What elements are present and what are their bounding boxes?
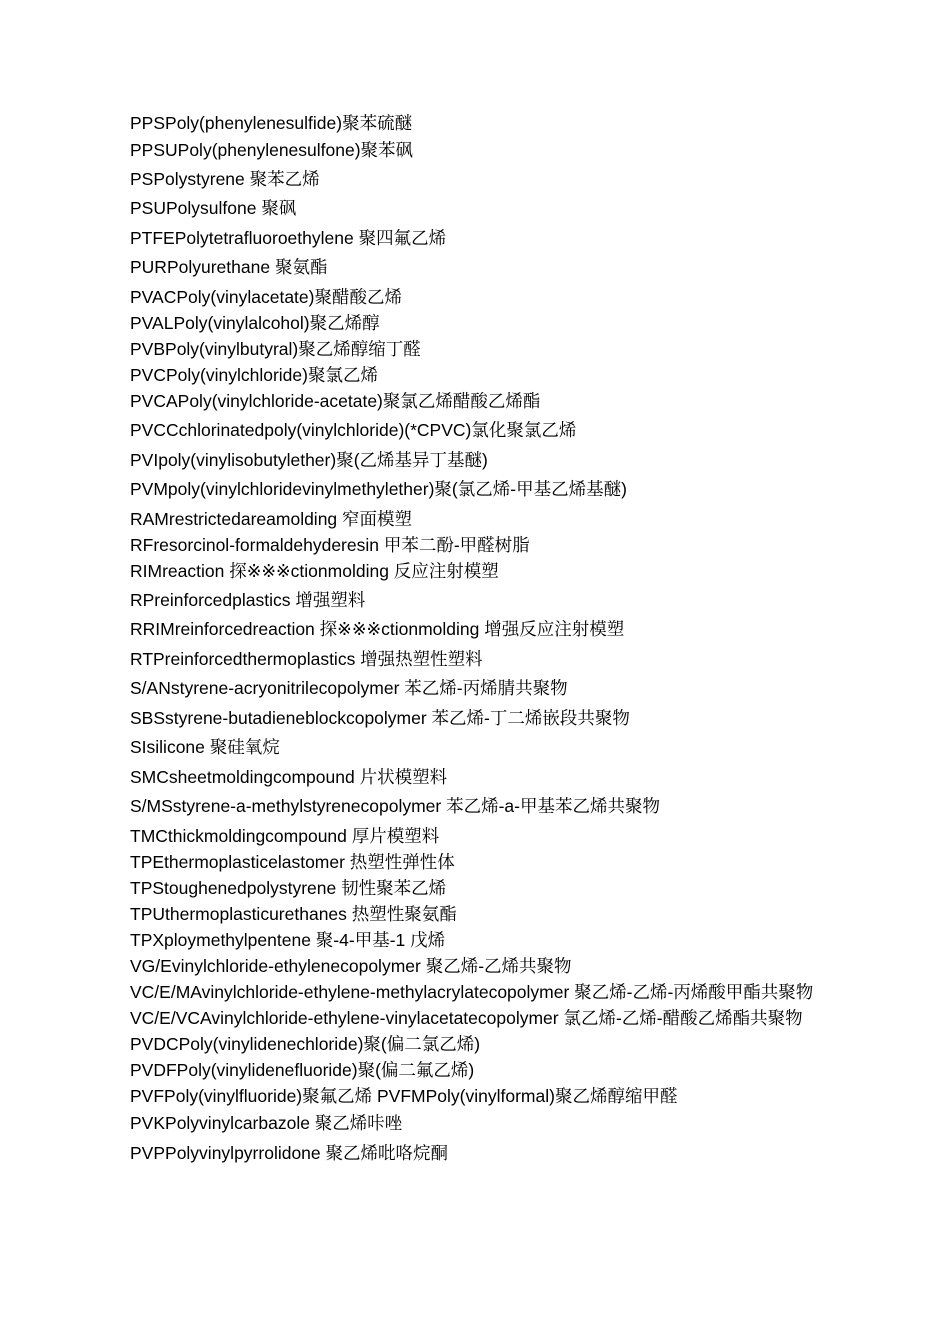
list-item: PPSUPoly(phenylenesulfone)聚苯砜 xyxy=(130,140,414,160)
list-item: PVMpoly(vinylchloridevinylmethylether)聚(氯乙烯-甲基乙烯基醚) xyxy=(130,479,627,499)
list-item: PVACPoly(vinylacetate)聚醋酸乙烯 xyxy=(130,287,402,307)
list-item: PSPolystyrene 聚苯乙烯 xyxy=(130,169,320,189)
list-item: PURPolyurethane 聚氨酯 xyxy=(130,257,328,277)
list-item: TPXploymethylpentene 聚-4-甲基-1 戊烯 xyxy=(130,930,446,950)
list-item: RRIMreinforcedreaction 探※※※ctionmolding 增强反应注射模塑 xyxy=(130,619,625,639)
list-item: PVCPoly(vinylchloride)聚氯乙烯 xyxy=(130,365,378,385)
list-item: RAMrestrictedareamolding 窄面模塑 xyxy=(130,509,413,529)
list-item: S/MSstyrene-a-methylstyrenecopolymer 苯乙烯-a-甲基苯乙烯共聚物 xyxy=(130,796,660,816)
list-item: TPEthermoplasticelastomer 热塑性弹性体 xyxy=(130,852,455,872)
list-item: RPreinforcedplastics 增强塑料 xyxy=(130,590,366,610)
list-item: PVPPolyvinylpyrrolidone 聚乙烯吡咯烷酮 xyxy=(130,1143,449,1163)
document-body xyxy=(130,112,830,1164)
list-item: PTFEPolytetrafluoroethylene 聚四氟乙烯 xyxy=(130,228,447,248)
list-item: RFresorcinol-formaldehyderesin 甲苯二酚-甲醛树脂 xyxy=(130,535,530,555)
list-item: SMCsheetmoldingcompound 片状模塑料 xyxy=(130,767,448,787)
list-item: TMCthickmoldingcompound 厚片模塑料 xyxy=(130,826,440,846)
list-item: PVALPoly(vinylalcohol)聚乙烯醇 xyxy=(130,313,380,333)
list-item: PVDFPoly(vinylidenefluoride)聚(偏二氟乙烯) xyxy=(130,1060,475,1080)
list-item: VC/E/MAvinylchloride-ethylene-methylacrylatecopolymer 聚乙烯-乙烯-丙烯酸甲酯共聚物 xyxy=(130,982,814,1002)
list-item: PVKPolyvinylcarbazole 聚乙烯咔唑 xyxy=(130,1113,403,1133)
list-item: RTPreinforcedthermoplastics 增强热塑性塑料 xyxy=(130,649,483,669)
list-item: SIsilicone 聚硅氧烷 xyxy=(130,737,280,757)
list-item: PPSPoly(phenylenesulfide)聚苯硫醚 xyxy=(130,113,413,133)
list-item: PVIpoly(vinylisobutylether)聚(乙烯基异丁基醚) xyxy=(130,450,488,470)
list-item: TPUthermoplasticurethanes 热塑性聚氨酯 xyxy=(130,904,457,924)
list-item: PVCAPoly(vinylchloride-acetate)聚氯乙烯醋酸乙烯酯 xyxy=(130,391,541,411)
list-item: S/ANstyrene-acryonitrilecopolymer 苯乙烯-丙烯腈共聚物 xyxy=(130,678,568,698)
list-item: VG/Evinylchloride-ethylenecopolymer 聚乙烯-乙烯共聚物 xyxy=(130,956,572,976)
list-item: SBSstyrene-butadieneblockcopolymer 苯乙烯-丁二烯嵌段共聚物 xyxy=(130,708,630,728)
list-item: PVBPoly(vinylbutyral)聚乙烯醇缩丁醛 xyxy=(130,339,421,359)
list-item: PSUPolysulfone 聚砜 xyxy=(130,198,297,218)
list-item: PVFPoly(vinylfluoride)聚氟乙烯 PVFMPoly(vinylformal)聚乙烯醇缩甲醛 xyxy=(130,1086,678,1106)
list-item: VC/E/VCAvinylchloride-ethylene-vinylacetatecopolymer 氯乙烯-乙烯-醋酸乙烯酯共聚物 xyxy=(130,1008,803,1028)
list-item: PVDCPoly(vinylidenechloride)聚(偏二氯乙烯) xyxy=(130,1034,481,1054)
list-item: TPStoughenedpolystyrene 韧性聚苯乙烯 xyxy=(130,878,447,898)
list-item: PVCCchlorinatedpoly(vinylchloride)(*CPVC)氯化聚氯乙烯 xyxy=(130,420,577,440)
list-item: RIMreaction 探※※※ctionmolding 反应注射模塑 xyxy=(130,561,499,581)
